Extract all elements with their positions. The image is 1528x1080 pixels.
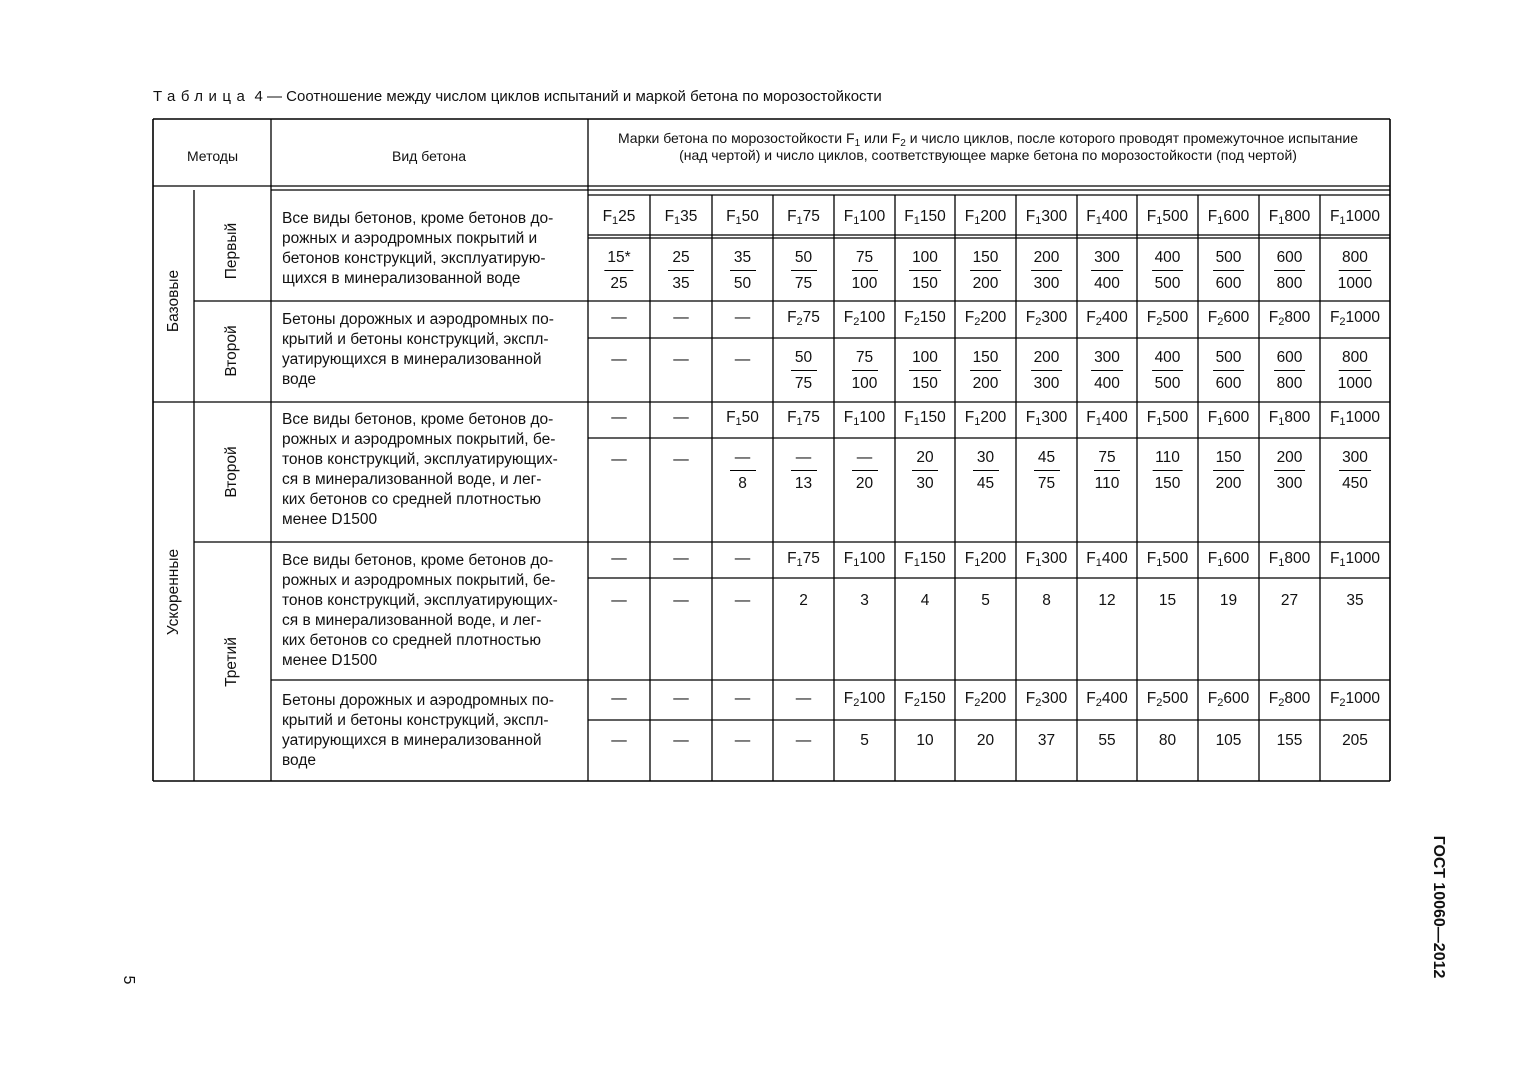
grade-cell: $F_1400$ [1086,409,1128,428]
method-base-first: Первый [223,222,240,280]
intermediate-cycles: 600 [1274,348,1306,371]
header-methods: Методы [186,148,239,164]
grade-cell: $F_11000$ [1329,208,1381,227]
grade-cycles: 25 [610,275,628,292]
intermediate-cycles: 110 [1152,448,1183,471]
cycle-fraction [1091,348,1123,394]
cycle-fraction [668,248,694,294]
grade-cycles: 1000 [1337,275,1373,292]
intermediate-cycles: 100 [909,348,941,371]
method-accel-second: Второй [223,446,240,498]
cycle-cell: 155 [1276,732,1303,749]
grade-cell: $F_1200$ [964,550,1007,569]
grade-cycles: 75 [1037,475,1056,492]
intermediate-cycles: 200 [1274,448,1306,471]
cycle-fraction [730,448,756,494]
grade-cell: $F_1200$ [964,208,1007,227]
intermediate-cycles: 75 [852,348,878,371]
cycle-cell: 10 [916,732,934,749]
grade-cell: $F_1800$ [1268,550,1311,569]
method-accel: Ускоренные [165,548,182,636]
cycle-cell: 35 [1346,592,1364,609]
grade-cell: $F_2100$ [843,690,886,709]
grade-cycles: 150 [912,275,938,292]
grade-cell: — [734,309,751,326]
grade-cell: $F_1400$ [1086,550,1128,569]
grade-cell: $F_2150$ [904,690,946,709]
caption-text: 4 — Соотношение между числом циклов испытаний и маркой бетона по морозостойкости [254,88,882,105]
grade-cell: $F_2800$ [1268,690,1311,709]
description-row-2: Бетоны дорожных и аэродромных по- крытий и бетоны конструкций, экспл- уатирующихся в минерализованной воде [282,311,554,388]
grade-cycles: 150 [1154,475,1181,492]
grade-cell: $F_1100$ [843,550,886,569]
method-accel-third: Третий [223,637,240,687]
grade-cell: $F_2500$ [1146,309,1189,328]
cycle-cell: — [611,732,627,749]
cycle-fraction [909,348,941,394]
cycle-cell: 105 [1215,732,1242,749]
cycle-cell: — [795,732,812,749]
cycle-cell: 2 [799,592,808,609]
grade-cycles: 600 [1215,275,1242,292]
cycle-cell: — [734,351,751,368]
intermediate-cycles: 200 [1031,248,1063,271]
grade-cell: — [611,550,627,567]
grade-cell: — [734,690,751,707]
intermediate-cycles: 15* [604,248,633,271]
intermediate-cycles: 150 [970,348,1002,371]
cycle-fraction [1031,348,1063,394]
method-base: Базовые [165,269,182,333]
grade-cycles: 300 [1033,275,1060,292]
grade-cell: $F_135$ [664,208,698,227]
intermediate-cycles: 50 [791,248,817,271]
intermediate-cycles: 25 [668,248,694,271]
grade-cell: $F_1300$ [1025,550,1068,569]
intermediate-cycles: 30 [973,448,999,471]
grade-cycles: 8 [738,475,747,492]
grade-cell: $F_2600$ [1207,309,1250,328]
grade-cell: $F_1500$ [1146,550,1189,569]
cycle-fraction [970,248,1002,294]
cycle-fraction [791,348,817,394]
grade-cell: $F_1150$ [904,409,946,428]
grade-cell: $F_1600$ [1207,208,1250,227]
grade-cycles: 200 [1215,475,1242,492]
grade-cell: $F_2800$ [1268,309,1311,328]
grade-cycles: 300 [1276,475,1303,492]
cycle-fraction [1338,348,1372,394]
cycle-cell: — [611,592,627,609]
grade-cycles: 75 [794,375,813,392]
cycle-cell: — [673,451,689,468]
grade-cell: $F_2500$ [1146,690,1189,709]
grade-cell: $F_1400$ [1086,208,1128,227]
cycle-fraction [852,348,878,394]
cycle-fraction [791,248,817,294]
grade-cell: $F_2100$ [843,309,886,328]
intermediate-cycles: 20 [912,448,938,471]
grade-cell: $F_2200$ [964,309,1007,328]
intermediate-cycles: — [852,448,878,471]
intermediate-cycles: — [730,448,756,471]
cycle-fraction [1213,348,1245,394]
cycle-fraction [730,248,756,294]
cycle-fraction [970,348,1002,394]
grade-cycles: 500 [1154,275,1181,292]
intermediate-cycles: 300 [1339,448,1371,471]
cycle-fraction [1152,248,1184,294]
cycle-cell: — [734,592,751,609]
grade-cycles: 50 [733,275,752,292]
grade-cycles: 150 [912,375,938,392]
header-grades: Марки бетона по морозостойкости $F_1$ или $F_2$ и число циклов, после которого проводят промежуточное испытание (над чертой) и число циклов, соответствующее марке бетона по морозостойкости (под чертой) [617,130,1359,163]
cycle-cell: 5 [860,732,869,749]
intermediate-cycles: 800 [1339,248,1371,271]
grade-cell: $F_2200$ [964,690,1007,709]
grade-cycles: 13 [794,475,813,492]
method-base-second: Второй [223,325,240,377]
intermediate-cycles: 100 [909,248,941,271]
cycle-cell: 19 [1219,592,1238,609]
cycle-cell: 27 [1280,592,1299,609]
cycle-cell: 3 [860,592,869,609]
grade-cell: — [673,550,689,567]
grade-cell: $F_1300$ [1025,409,1068,428]
cycle-cell: 8 [1042,592,1051,609]
cycle-fraction [1031,248,1063,294]
cycle-fraction [1339,448,1371,494]
grade-cell: $F_2300$ [1025,309,1068,328]
grade-cell: $F_1100$ [843,409,886,428]
intermediate-cycles: 75 [1094,448,1120,471]
grade-cell: $F_2300$ [1025,690,1068,709]
cycle-fraction [604,248,633,294]
description-row-4: Все виды бетонов, кроме бетонов до- рожных и аэродромных покрытий, бе- тонов конструкций, эксплуатирующих- ся в минерализованной воде, и лег- ких бетонов со средней плотностью менее D1500 [282,552,558,669]
intermediate-cycles: 150 [1213,448,1245,471]
grade-cell: $F_1100$ [843,208,886,227]
cycle-cell: 4 [920,592,930,609]
intermediate-cycles: 600 [1274,248,1306,271]
grade-cell: $F_1300$ [1025,208,1068,227]
cycle-fraction [1274,348,1306,394]
description-row-3: Все виды бетонов, кроме бетонов до- рожных и аэродромных покрытий, бе- тонов конструкций, эксплуатирующих- ся в минерализованной воде, и лег- ких бетонов со средней плотностью менее D1500 [282,411,558,528]
grade-cell: $F_11000$ [1329,409,1381,428]
cycle-cell: 5 [981,592,990,609]
caption-prefix: Таблица [153,88,251,105]
cycle-fraction [1338,248,1372,294]
intermediate-cycles: 35 [730,248,756,271]
cycle-fraction [1213,248,1245,294]
header-concrete-type: Вид бетона [392,148,466,164]
grade-cell: $F_150$ [726,409,759,428]
cycle-fraction [1091,248,1123,294]
grade-cell: — [673,309,689,326]
intermediate-cycles: 200 [1031,348,1063,371]
intermediate-cycles: 500 [1213,248,1245,271]
cycle-fraction [1274,248,1306,294]
grade-cycles: 400 [1094,375,1120,392]
grade-cell: $F_21000$ [1329,309,1381,328]
grade-cell: $F_1600$ [1207,550,1250,569]
intermediate-cycles: 400 [1152,348,1184,371]
grade-cell: — [611,309,627,326]
grade-cell: — [734,550,751,567]
grade-cell: $F_1800$ [1268,409,1311,428]
grade-cell: $F_2400$ [1086,690,1128,709]
grade-cycles: 300 [1033,375,1060,392]
intermediate-cycles: 300 [1091,348,1123,371]
intermediate-cycles: 45 [1034,448,1060,471]
page-number: 5 [120,975,137,985]
grade-cell: $F_1600$ [1207,409,1250,428]
cycle-fraction [909,248,941,294]
grade-cell: $F_21000$ [1329,690,1381,709]
grade-cell: $F_2600$ [1207,690,1250,709]
cycle-cell: 80 [1158,732,1177,749]
cycle-fraction [973,448,999,494]
cycle-fraction [1034,448,1060,494]
intermediate-cycles: 800 [1339,348,1371,371]
cycle-cell: — [673,592,689,609]
grade-cell: $F_2150$ [904,309,946,328]
cycle-cell: — [611,451,627,468]
grade-cell: $F_1150$ [904,550,946,569]
grade-cycles: 1000 [1337,375,1373,392]
grade-cycles: 800 [1276,275,1303,292]
grade-cycles: 600 [1215,375,1242,392]
grade-cell: $F_175$ [787,550,820,569]
grade-cell: — [795,690,812,707]
intermediate-cycles: — [791,448,817,471]
cycle-cell: — [673,732,689,749]
cycle-cell: — [611,351,627,368]
grade-cycles: 30 [916,475,934,492]
cycle-cell: 15 [1158,592,1177,609]
cycle-fraction [852,448,878,494]
grade-cell: — [673,409,689,426]
grade-cell: $F_175$ [787,409,820,428]
cycle-cell: — [673,351,689,368]
grade-cycles: 45 [976,475,995,492]
intermediate-cycles: 150 [970,248,1002,271]
cycle-cell: 205 [1342,732,1368,749]
standard-label: ГОСТ 10060—2012 [1430,835,1447,979]
grade-cycles: 800 [1276,375,1303,392]
cycle-fraction [791,448,817,494]
cycle-fraction [1152,448,1183,494]
grade-cell: $F_150$ [726,208,759,227]
cycle-fraction [1213,448,1245,494]
grade-cell: — [611,690,627,707]
grade-cycles: 100 [851,375,878,392]
grade-cell: $F_1800$ [1268,208,1311,227]
cycle-cell: 20 [976,732,995,749]
description-row-1: Все виды бетонов, кроме бетонов до- рожных и аэродромных покрытий и бетонов конструкций, эксплуатирую- щихся в минерализованной воде [282,210,554,287]
cycle-fraction [1274,448,1306,494]
description-row-5: Бетоны дорожных и аэродромных по- крытий и бетоны конструкций, экспл- уатирующихся в минерализованной воде [282,692,554,769]
grade-cycles: 110 [1094,475,1120,492]
grade-cycles: 200 [972,375,999,392]
grade-cell: $F_11000$ [1329,550,1381,569]
grade-cell: $F_2400$ [1086,309,1128,328]
grade-cell: $F_1200$ [964,409,1007,428]
cycle-fraction [912,448,938,494]
grade-cell: $F_1150$ [904,208,946,227]
cycle-cell: 55 [1098,732,1116,749]
grade-cycles: 450 [1342,475,1368,492]
grade-cycles: 35 [672,275,690,292]
grade-cycles: 500 [1154,375,1181,392]
cycle-cell: 37 [1037,732,1056,749]
cycle-cell: 12 [1098,592,1116,609]
grade-cycles: 400 [1094,275,1120,292]
intermediate-cycles: 500 [1213,348,1245,371]
intermediate-cycles: 300 [1091,248,1123,271]
intermediate-cycles: 75 [852,248,878,271]
cycle-fraction [852,248,878,294]
cycle-cell: — [734,732,751,749]
grade-cell: — [611,409,627,426]
grade-cell: $F_175$ [787,208,820,227]
grade-cycles: 100 [851,275,878,292]
cycle-fraction [1094,448,1120,494]
grade-cell: $F_1500$ [1146,208,1189,227]
grade-cycles: 75 [794,275,813,292]
grade-cycles: 20 [855,475,874,492]
cycle-fraction [1152,348,1184,394]
grade-cell: $F_275$ [787,309,820,328]
intermediate-cycles: 400 [1152,248,1184,271]
grade-cell: $F_1500$ [1146,409,1189,428]
grade-cell: $F_125$ [602,208,636,227]
grade-cycles: 200 [972,275,999,292]
intermediate-cycles: 50 [791,348,817,371]
grade-cell: — [673,690,689,707]
